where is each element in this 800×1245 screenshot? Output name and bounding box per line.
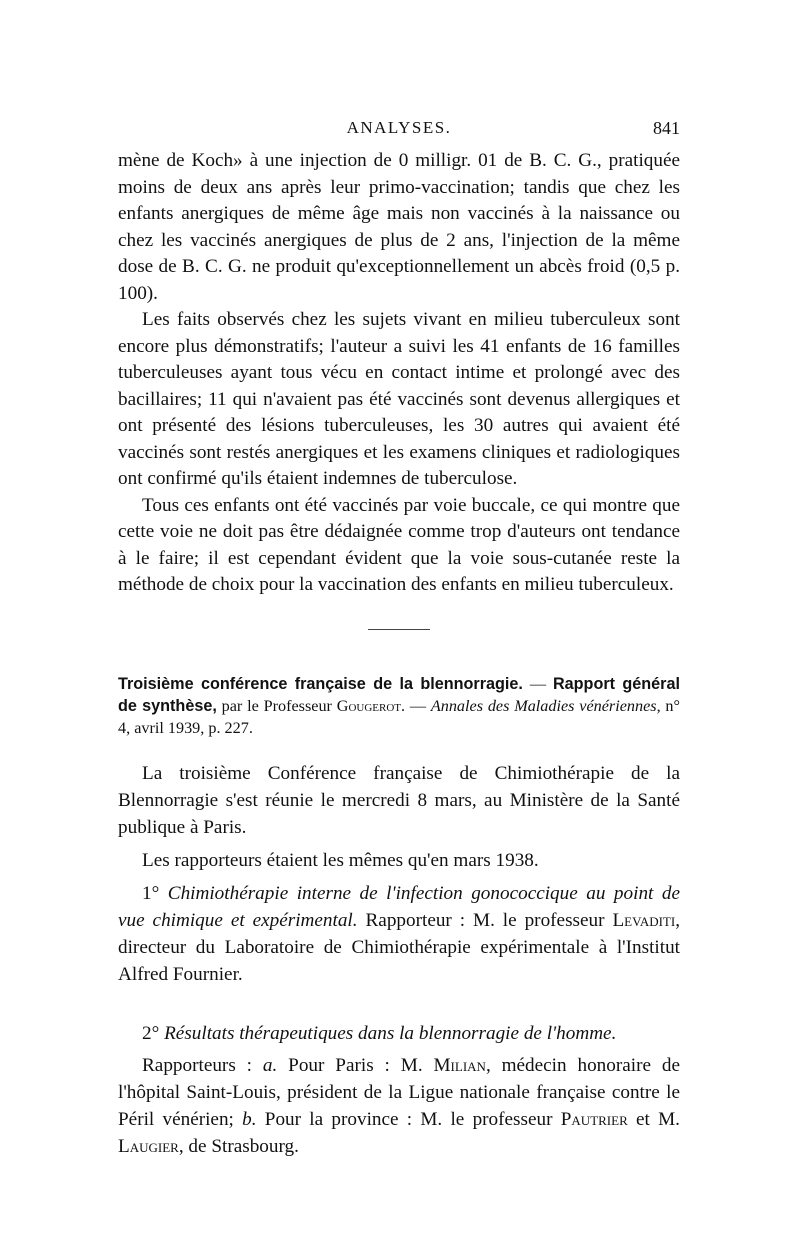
item-2-heading-block — [118, 1020, 680, 1047]
item-2-name-1: Milian — [433, 1055, 486, 1076]
ref-by: par le Professeur — [216, 697, 337, 715]
page-number: 841 — [653, 118, 680, 138]
rapporteurs-block — [118, 847, 680, 874]
item-1-text-a: Rapporteur : M. le professeur — [357, 910, 613, 931]
rapporteurs-line: Les rapporteurs étaient les mêmes qu'en mars 1938. — [142, 850, 539, 871]
article-2-reference — [118, 673, 680, 739]
item-2-text-e: et M. — [627, 1109, 680, 1130]
item-1 — [118, 880, 680, 988]
item-2-b: b. — [242, 1109, 257, 1130]
ref-journal: Annales des Maladies vénériennes — [430, 697, 657, 715]
item-2-heading — [118, 1020, 680, 1047]
article-1-paragraph-3: Tous ces enfants ont été vaccinés par voie buccale, ce qui montre que cette voie ne doit pas être dédaignée comme trop d'auteurs ont tendance à le faire; il est cependant évident que la voie sous-cutanée reste la méthode de choix pour la vaccination des enfants en milieu tuberculeux. — [118, 494, 680, 595]
item-2-name-3: Laugier — [118, 1136, 179, 1157]
article-2-title: Troisième conférence française de la blennorragie. — [118, 675, 523, 693]
section-separator — [368, 629, 430, 630]
ref-author: Gougerot — [336, 697, 401, 715]
item-2-text-c: , médecin honoraire de l'hôpital Saint-Louis, président de la Ligue nationale française contre le Péril vénérien; — [118, 1055, 680, 1130]
ref-dash-1: — — [522, 675, 553, 693]
ref-dash-2: . — — [401, 697, 431, 715]
item-2-text-f: , de Strasbourg. — [178, 1136, 299, 1157]
ref-citation: , n° 4, avril 1939, p. 227. — [118, 697, 680, 737]
item-2-body — [118, 1052, 680, 1160]
running-title: ANALYSES. — [346, 118, 452, 137]
article-2-intro: La troisième Conférence française de Chimiothérapie de la Blennorragie s'est réunie le mercredi 8 mars, au Ministère de la Santé publique à Paris. — [118, 763, 680, 838]
item-1-number: 1° — [142, 883, 168, 904]
report-label: Rapport général de synthèse, — [118, 675, 680, 715]
item-2-number: 2° — [142, 1023, 165, 1044]
item-1-block — [118, 880, 680, 988]
item-2-body-block — [118, 1052, 680, 1160]
article-1-paragraph-1: mène de Koch» à une injection de 0 milligr. 01 de B. C. G., pratiquée moins de deux ans après leur primo-vaccination; tandis que chez les enfants anergiques de même âge mais non vaccinés à la naissance ou chez les vaccinés anergiques de plus de 2 ans, l'injection de la même dose de B. C. G. ne produit qu'exceptionnellement un abcès froid (0,5 p. 100). — [118, 150, 680, 304]
item-2-text-b: Pour Paris : M. — [277, 1055, 434, 1076]
article-1-paragraph-2: Les faits observés chez les sujets vivant en milieu tuberculeux sont encore plus démonstratifs; l'auteur a suivi les 41 enfants de 16 familles tuberculeuses ayant tous vécu en contact intime et prolongé avec des bacillaires; 11 qui n'avaient pas été vaccinés sont devenus allergiques et ont présenté des lésions tuberculeuses, les 30 autres qui avaient été vaccinés sont restés anergiques et les examens cliniques et radiologiques ont confirmé qu'ils étaient indemnes de tuberculose. — [118, 309, 680, 489]
running-header — [118, 118, 680, 144]
item-2-text-d: Pour la province : M. le professeur — [256, 1109, 561, 1130]
item-1-name: Levaditi — [612, 910, 676, 931]
item-1-title: Chimiothérapie interne de l'infection gonococcique au point de vue chimique et expérimental. — [118, 883, 680, 931]
item-1-text-b: , directeur du Laboratoire de Chimiothérapie expérimentale à l'Institut Alfred Fournier. — [118, 910, 680, 985]
article-1-body — [118, 148, 680, 630]
article-2-intro-block — [118, 760, 680, 841]
item-2-a: a. — [262, 1055, 278, 1076]
item-2-name-2: Pautrier — [560, 1109, 628, 1130]
item-2-text-a: Rapporteurs : — [142, 1055, 263, 1076]
item-2-title: Résultats thérapeutiques dans la blennorragie de l'homme. — [164, 1023, 617, 1044]
